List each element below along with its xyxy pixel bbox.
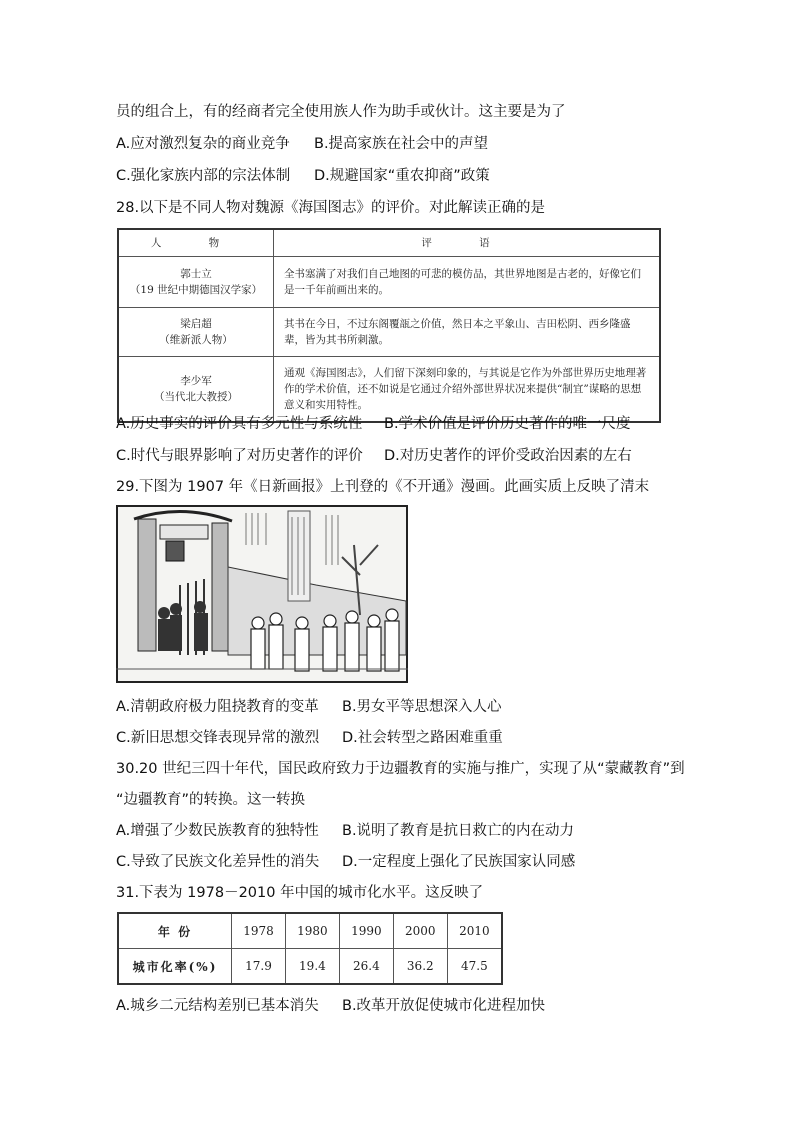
q27-option-c: C.强化家族内部的宗法体制 [116, 168, 291, 184]
q30-stem-line1: 30.20 世纪三四十年代，国民政府致力于边疆教育的实施与推广，实现了从“蒙藏教育”到 [116, 761, 685, 777]
q31-option-b: B.改革开放促使城市化进程加快 [342, 998, 546, 1014]
table-row [118, 257, 660, 308]
comment-cell: 全书塞满了对我们自己地图的可悲的模仿品，其世界地图是古老的，好像它们是一千年前画出来的。 [274, 257, 661, 308]
table-cell: 1980 [285, 913, 339, 949]
person-name: 梁启超 [180, 318, 212, 330]
person-name: 李少军 [180, 375, 212, 387]
q29-option-d: D.社会转型之路困难重重 [342, 730, 503, 746]
table-cell: 1990 [339, 913, 393, 949]
person-role: （当代北大教授） [154, 391, 238, 403]
header-person: 人 物 [118, 229, 274, 257]
q29-option-c: C.新旧思想交锋表现异常的激烈 [116, 730, 320, 746]
table-cell: 2000 [393, 913, 447, 949]
q27-stem-tail: 员的组合上，有的经商者完全使用族人作为助手或伙计。这主要是为了 [116, 104, 566, 120]
q30-option-b: B.说明了教育是抗日救亡的内在动力 [342, 823, 575, 839]
q28-option-c: C.时代与眼界影响了对历史著作的评价 [116, 448, 363, 464]
q28-option-d: D.对历史著作的评价受政治因素的左右 [384, 448, 632, 464]
q31-stem: 31.下表为 1978－2010 年中国的城市化水平。这反映了 [116, 885, 484, 901]
table-row [118, 913, 502, 949]
table-header-row [118, 229, 660, 257]
year-row-label: 年 份 [118, 913, 232, 949]
q30-stem-line2: “边疆教育”的转换。这一转换 [116, 792, 306, 808]
person-name: 郭士立 [180, 268, 212, 280]
q28-evaluation-table [117, 228, 661, 423]
q27-option-b: B.提高家族在社会中的声望 [314, 136, 489, 152]
comment-cell: 其书在今日，不过东阁覆瓿之价值，然日本之平象山、吉田松阴、西乡隆盛辈，皆为其书所刺激。 [274, 308, 661, 357]
table-cell: 2010 [447, 913, 502, 949]
person-role: （19 世纪中期德国汉学家） [129, 284, 263, 296]
person-cell [118, 357, 274, 423]
table-cell: 36.2 [393, 949, 447, 985]
table-row [118, 357, 660, 423]
cartoon-illustration [116, 505, 408, 683]
q30-option-c: C.导致了民族文化差异性的消失 [116, 854, 320, 870]
q30-option-a: A.增强了少数民族教育的独特性 [116, 823, 319, 839]
table-cell: 19.4 [285, 949, 339, 985]
rate-row-label: 城市化率(%) [118, 949, 232, 985]
q28-option-a: A.历史事实的评价具有多元性与系统性 [116, 416, 363, 432]
q27-option-a: A.应对激烈复杂的商业竞争 [116, 136, 290, 152]
q27-option-d: D.规避国家“重农抑商”政策 [314, 168, 490, 184]
table-cell: 47.5 [447, 949, 502, 985]
comment-cell: 通观《海国图志》，人们留下深刻印象的，与其说是它作为外部世界历史地理著作的学术价值，还不如说是它通过介绍外部世界状况来提供“制宜”谋略的思想意义和实用特性。 [274, 357, 661, 423]
q31-urbanization-table [117, 912, 503, 985]
q29-option-b: B.男女平等思想深入人心 [342, 699, 502, 715]
q30-option-d: D.一定程度上强化了民族国家认同感 [342, 854, 576, 870]
person-role: （维新派人物） [159, 334, 233, 346]
table-row [118, 308, 660, 357]
person-cell [118, 257, 274, 308]
table-cell: 26.4 [339, 949, 393, 985]
q29-stem: 29.下图为 1907 年《日新画报》上刊登的《不开通》漫画。此画实质上反映了清末 [116, 479, 650, 495]
table-cell: 17.9 [232, 949, 286, 985]
person-cell [118, 308, 274, 357]
q28-stem: 28.以下是不同人物对魏源《海国图志》的评价。对此解读正确的是 [116, 200, 546, 216]
header-comment: 评 语 [274, 229, 661, 257]
q28-option-b: B.学术价值是评价历史著作的唯一尺度 [384, 416, 631, 432]
q29-option-a: A.清朝政府极力阻挠教育的变革 [116, 699, 319, 715]
table-cell: 1978 [232, 913, 286, 949]
q31-option-a: A.城乡二元结构差别已基本消失 [116, 998, 319, 1014]
table-row [118, 949, 502, 985]
